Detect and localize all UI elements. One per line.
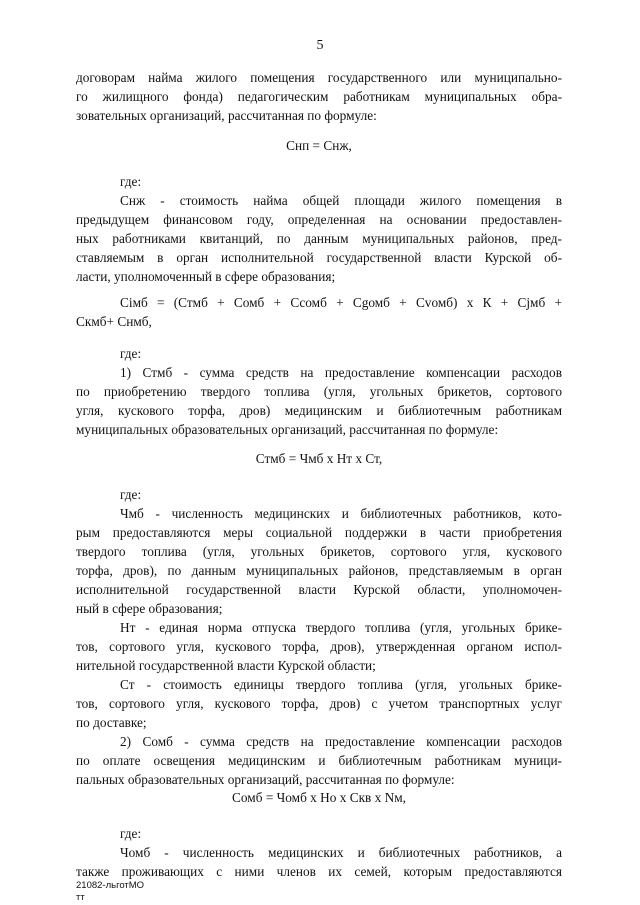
- text-line: пальных образовательных организаций, рассчитанная по формуле:: [76, 772, 455, 787]
- text-line: договорам найма жилого помещения государственного или муниципально-: [76, 70, 562, 85]
- where-label: где:: [120, 346, 142, 361]
- text-line: нительной государственной власти Курской области;: [76, 658, 376, 673]
- text-line: предыдущем финансовом году, определенная на основании предоставлен-: [76, 212, 562, 227]
- where-label-2: [76, 344, 562, 363]
- formula-snp: Снп = Снж,: [286, 138, 352, 153]
- formula-line: Скмб+ Снмб,: [76, 314, 152, 329]
- text-line: также проживающих с ними членов их семей, которым предоставляются: [76, 864, 562, 879]
- text-line: ный в сфере образования;: [76, 601, 223, 616]
- snzh-definition: [76, 191, 562, 286]
- text-line: торфа, дров), по данным муниципальных районов, представляемым в орган: [76, 563, 562, 578]
- text-line: Чомб - численность медицинских и библиотечных работников, а: [120, 845, 562, 860]
- text-line: 2) Сомб - сумма средств на предоставление компенсации расходов: [120, 734, 562, 749]
- where-label-1: [76, 172, 562, 191]
- text-line: по приобретению твердого топлива (угля, угольных брикетов, сортового: [76, 384, 562, 399]
- text-line: по доставке;: [76, 715, 147, 730]
- footer-code: 21082-льготМО: [76, 880, 145, 891]
- text-line: тов, сортового угля, кускового торфа, дров) с учетом транспортных услуг: [76, 696, 562, 711]
- text-line: рым предоставляются меры социальной поддержки в части приобретения: [76, 525, 562, 540]
- item-2-paragraph: [76, 732, 562, 789]
- text-line: Чмб - численность медицинских и библиотечных работников, кото-: [120, 506, 562, 521]
- text-line: ных работниками квитанций, по данным муниципальных районов, пред-: [76, 231, 562, 246]
- text-line: зовательных организаций, рассчитанная по формуле:: [76, 108, 377, 123]
- where-label: где:: [120, 826, 142, 841]
- text-line: муниципальных образовательных организаций, рассчитанная по формуле:: [76, 422, 499, 437]
- where-label: где:: [120, 487, 142, 502]
- formula-somb: Сомб = Чомб х Но х Скв х Nм,: [232, 790, 406, 805]
- formula-cimb: [76, 293, 562, 331]
- text-line: по оплате освещения медицинским и библиотечным работникам муници-: [76, 753, 562, 768]
- st-definition: [76, 675, 562, 732]
- document-footer: [76, 880, 144, 904]
- chmb-definition: [76, 504, 562, 618]
- intro-paragraph: [76, 68, 562, 125]
- text-line: ласти, уполномоченный в сфере образования;: [76, 269, 336, 284]
- text-line: го жилищного фонда) педагогическим работникам муниципальных обра-: [76, 89, 562, 104]
- text-line: Нт - единая норма отпуска твердого топлива (угля, угольных брике-: [120, 620, 562, 635]
- text-line: ставляемым в орган исполнительной государственной власти Курской об-: [76, 250, 562, 265]
- text-line: исполнительной государственной власти Курской области, уполномочен-: [76, 582, 562, 597]
- chomb-definition: [76, 843, 562, 881]
- text-line: угля, кускового торфа, дров) медицинским и библиотечным работникам: [76, 403, 562, 418]
- text-line: Снж - стоимость найма общей площади жилого помещения в: [120, 193, 562, 208]
- nt-definition: [76, 618, 562, 675]
- item-1-paragraph: [76, 363, 562, 439]
- text-line: твердого топлива (угля, угольных брикетов, сортового угля, кускового: [76, 544, 562, 559]
- where-label-4: [76, 824, 562, 843]
- text-line: Ст - стоимость единицы твердого топлива (угля, угольных брике-: [120, 677, 562, 692]
- page-number: 5: [316, 38, 324, 53]
- text-line: тов, сортового угля, кускового торфа, дров), утвержденная органом испол-: [76, 639, 562, 654]
- where-label-3: [76, 485, 562, 504]
- footer-initials: тт: [76, 892, 85, 903]
- where-label: где:: [120, 174, 142, 189]
- text-line: 1) Стмб - сумма средств на предоставление компенсации расходов: [120, 365, 562, 380]
- formula-line: Сiмб = (Стмб + Сомб + Ссомб + Сgомб + Сvомб) х К + Сjмб +: [120, 295, 562, 310]
- formula-stmb: Стмб = Чмб х Нт х Ст,: [255, 451, 383, 466]
